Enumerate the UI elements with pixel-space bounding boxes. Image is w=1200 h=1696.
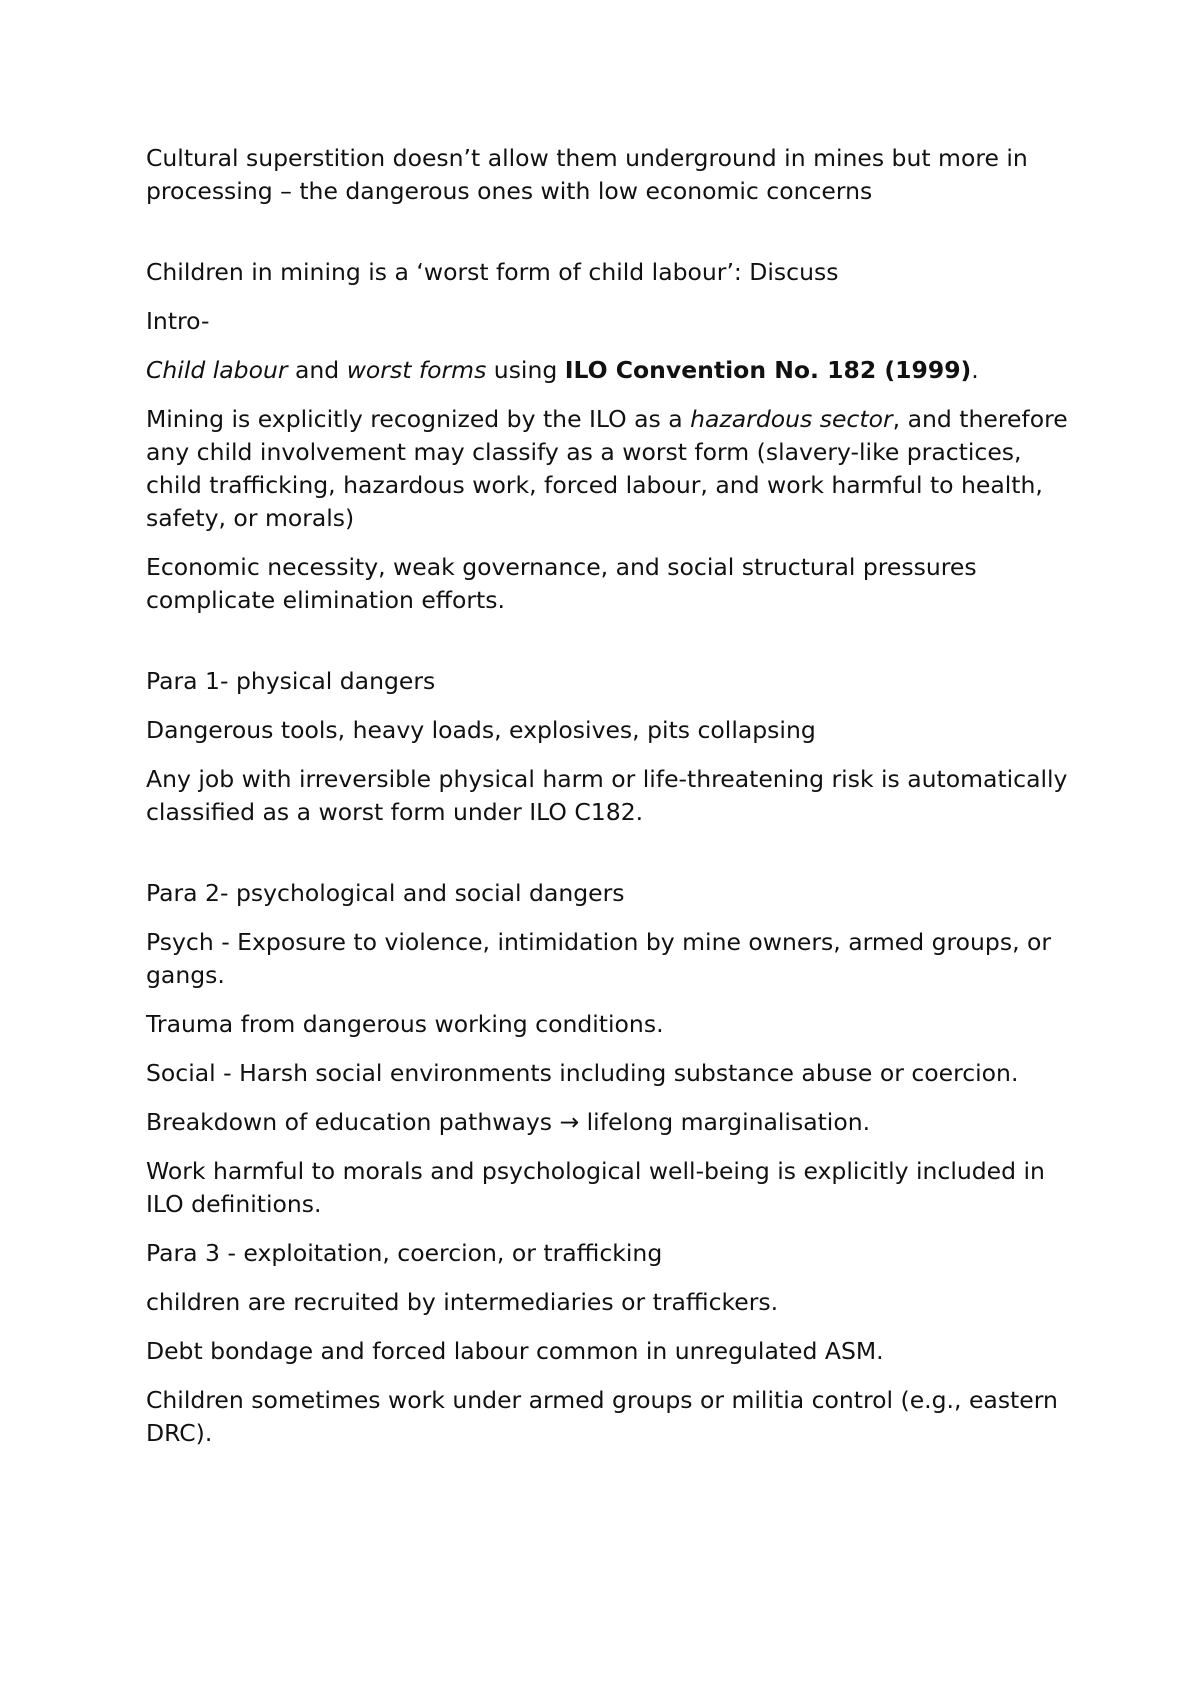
text-using: using [486, 356, 565, 384]
para2-morals: Work harmful to morals and psychological well-being is explicitly included in ILO definitions. [146, 1157, 1045, 1218]
para2-social: Social - Harsh social environments including substance abuse or coercion. [146, 1059, 1019, 1087]
text-worst-form-list: , and therefore any child involvement may classify as a worst form (slavery-like practices, child trafficking, hazardous work, forced labour, and work harmful to health, safety, or morals) [146, 405, 1068, 532]
para3-recruitment: children are recruited by intermediaries or traffickers. [146, 1288, 779, 1316]
term-worst-forms: worst forms [346, 356, 487, 384]
para2-psych: Psych - Exposure to violence, intimidation by mine owners, armed groups, or gangs. [146, 928, 1052, 989]
para1-heading: Para 1- physical dangers [146, 667, 436, 695]
term-ilo-convention: ILO Convention No. 182 (1999) [564, 356, 972, 384]
text-mining-recognized: Mining is explicitly recognized by the ILO as a [146, 405, 691, 433]
intro-definitions [146, 354, 1076, 387]
para2-trauma: Trauma from dangerous working conditions. [146, 1010, 664, 1038]
para3-armed-groups: Children sometimes work under armed groups or militia control (e.g., eastern DRC). [146, 1386, 1058, 1447]
text-and: and [287, 356, 347, 384]
paragraph-superstition: Cultural superstition doesn’t allow them underground in mines but more in processing – the dangerous ones with low economic concerns [146, 144, 1028, 205]
para3-heading: Para 3 - exploitation, coercion, or trafficking [146, 1239, 663, 1267]
essay-question: Children in mining is a ‘worst form of child labour’: Discuss [146, 258, 839, 286]
term-child-labour: Child labour [146, 356, 288, 384]
text-period: . [971, 356, 979, 384]
intro-heading: Intro- [146, 307, 210, 335]
para2-education: Breakdown of education pathways → lifelong marginalisation. [146, 1108, 871, 1136]
intro-complications: Economic necessity, weak governance, and social structural pressures complicate elimination efforts. [146, 553, 977, 614]
para1-dangers: Dangerous tools, heavy loads, explosives, pits collapsing [146, 716, 816, 744]
para1-classification: Any job with irreversible physical harm or life-threatening risk is automatically classified as a worst form under ILO C182. [146, 765, 1068, 826]
para2-heading: Para 2- psychological and social dangers [146, 879, 625, 907]
document-page [146, 142, 1076, 1466]
intro-mining-hazardous [146, 403, 1076, 535]
para3-debt-bondage: Debt bondage and forced labour common in unregulated ASM. [146, 1337, 884, 1365]
term-hazardous-sector: hazardous sector [690, 405, 893, 433]
